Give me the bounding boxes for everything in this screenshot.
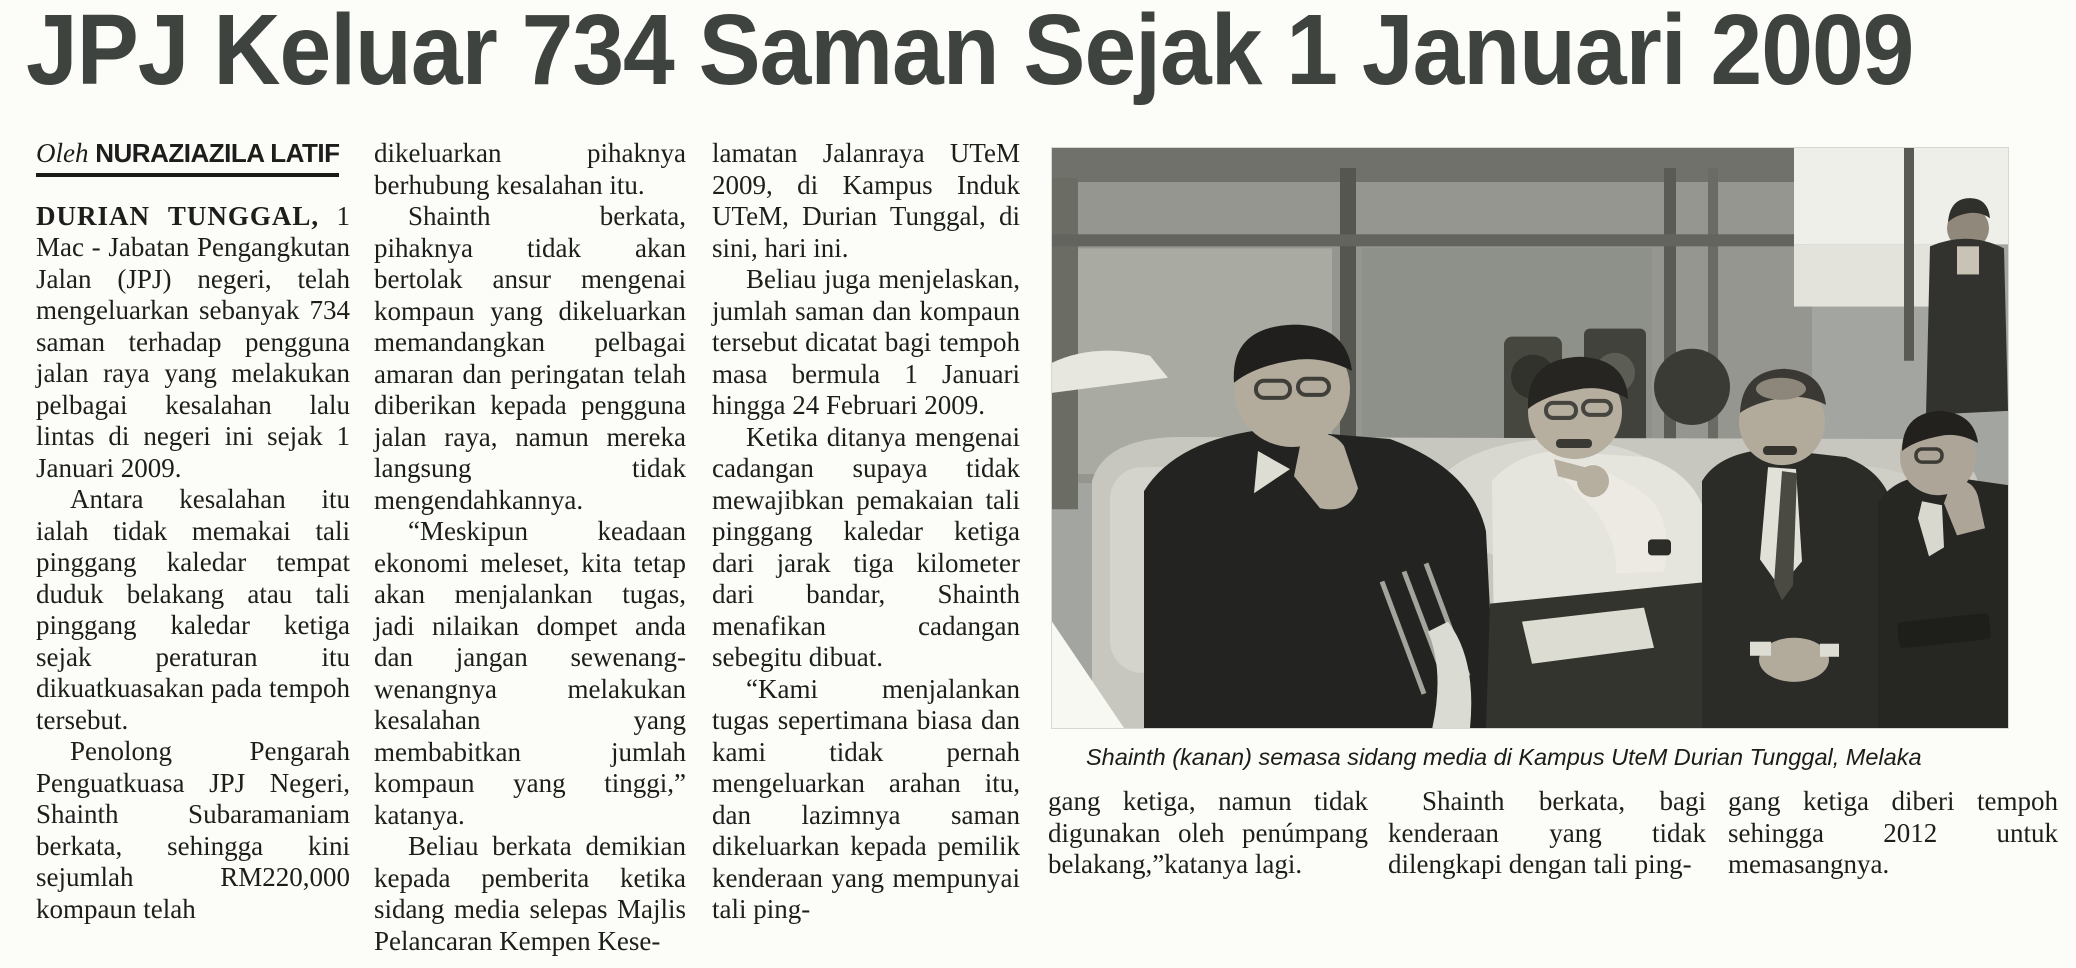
column-6 [1728, 786, 2058, 881]
paragraph: Shainth berkata, pihaknya tidak akan bertolak ansur mengenai kompaun yang dikeluarkan memandangkan pelbagai amaran dan peringatan telah diberikan kepada pengguna jalan raya, namun mereka langsung tidak mengendahkannya. [374, 201, 686, 515]
column-1 [36, 138, 350, 925]
paragraph: Ketika ditanya mengenai cadangan supaya tidak mewajibkan pemakaian tali pinggang kaledar ketiga dari jarak tiga kilometer dari bandar, Shainth menafikan cadangan sebegitu dibuat. [712, 421, 1020, 672]
column-2 [374, 138, 686, 957]
paragraph-continuation: gang ketiga, namun tidak digunakan oleh penúmpang belakang,”katanya lagi. [1048, 786, 1368, 879]
press-conference-photo [1052, 148, 2008, 728]
mustache [1556, 439, 1592, 448]
byline [36, 138, 339, 177]
paragraph: “Meskipun keadaan ekonomi meleset, kita tetap akan menjalankan tugas, jadi nilaikan dompet anda dan jangan sewenang-wenangnya melakukan kesalahan yang membabitkan jumlah kompaun yang tinggi,” katanya. [374, 516, 686, 830]
paragraph-continuation: lamatan Jalanraya UTeM 2009, di Kampus Induk UTeM, Durian Tunggal, di sini, hari ini. [712, 138, 1020, 263]
photo-illustration [1052, 148, 2008, 728]
paragraph-lead [36, 201, 350, 485]
paragraph: Penolong Pengarah Penguatkuasa JPJ Negeri, Shainth Subaramaniam berkata, sehingga kini sejumlah RM220,000 kompaun telah [36, 736, 350, 924]
paragraph: Shainth berkata, bagi kenderaan yang tidak dilengkapi dengan tali ping- [1388, 786, 1706, 879]
paragraph: Antara kesalahan itu ialah tidak memakai tali pinggang kaledar tempat duduk belakang atau tali pinggang kaledar ketiga sejak peraturan itu dikuatkuasakan pada tempoh tersebut. [36, 484, 350, 735]
dateline: DURIAN TUNGGAL, [36, 200, 320, 231]
photo-caption: Shainth (kanan) semasa sidang media di Kampus UteM Durian Tunggal, Melaka [1086, 744, 1922, 770]
column-4 [1048, 786, 1368, 881]
paragraph: “Kami menjalankan tugas sepertimana biasa dan kami tidak pernah mengeluarkan arahan itu, dan lazimnya saman dikeluarkan kepada pemilik kenderaan yang mempunyai tali ping- [712, 673, 1020, 924]
watch [1648, 539, 1671, 555]
byline-author: NURAZIAZILA LATIF [95, 138, 340, 168]
paragraph: Beliau juga menjelaskan, jumlah saman dan kompaun tersebut dicatat bagi tempoh masa bermula 1 Januari hingga 24 Februari 2009. [712, 264, 1020, 420]
column-5 [1388, 786, 1706, 881]
headline: JPJ Keluar 734 Saman Sejak 1 Januari 2009 [26, 0, 1914, 106]
paragraph: Beliau berkata demikian kepada pemberita ketika sidang media selepas Majlis Pelancaran Kempen Kese- [374, 831, 686, 956]
paragraph-continuation: gang ketiga diberi tempoh sehingga 2012 untuk memasangnya. [1728, 786, 2058, 879]
paragraph-continuation: dikeluarkan pihaknya berhubung kesalahan itu. [374, 138, 686, 200]
paragraph-text: 1 Mac - Jabatan Pengangkutan Jalan (JPJ) negeri, telah mengeluarkan sebanyak 734 saman terhadap pengguna jalan raya yang melakukan pelbagai kesalahan lalu lintas di negeri ini sejak 1 Januari 2009. [36, 200, 350, 483]
mustache [1763, 446, 1797, 455]
column-3 [712, 138, 1020, 926]
byline-prefix: Oleh [36, 138, 96, 168]
